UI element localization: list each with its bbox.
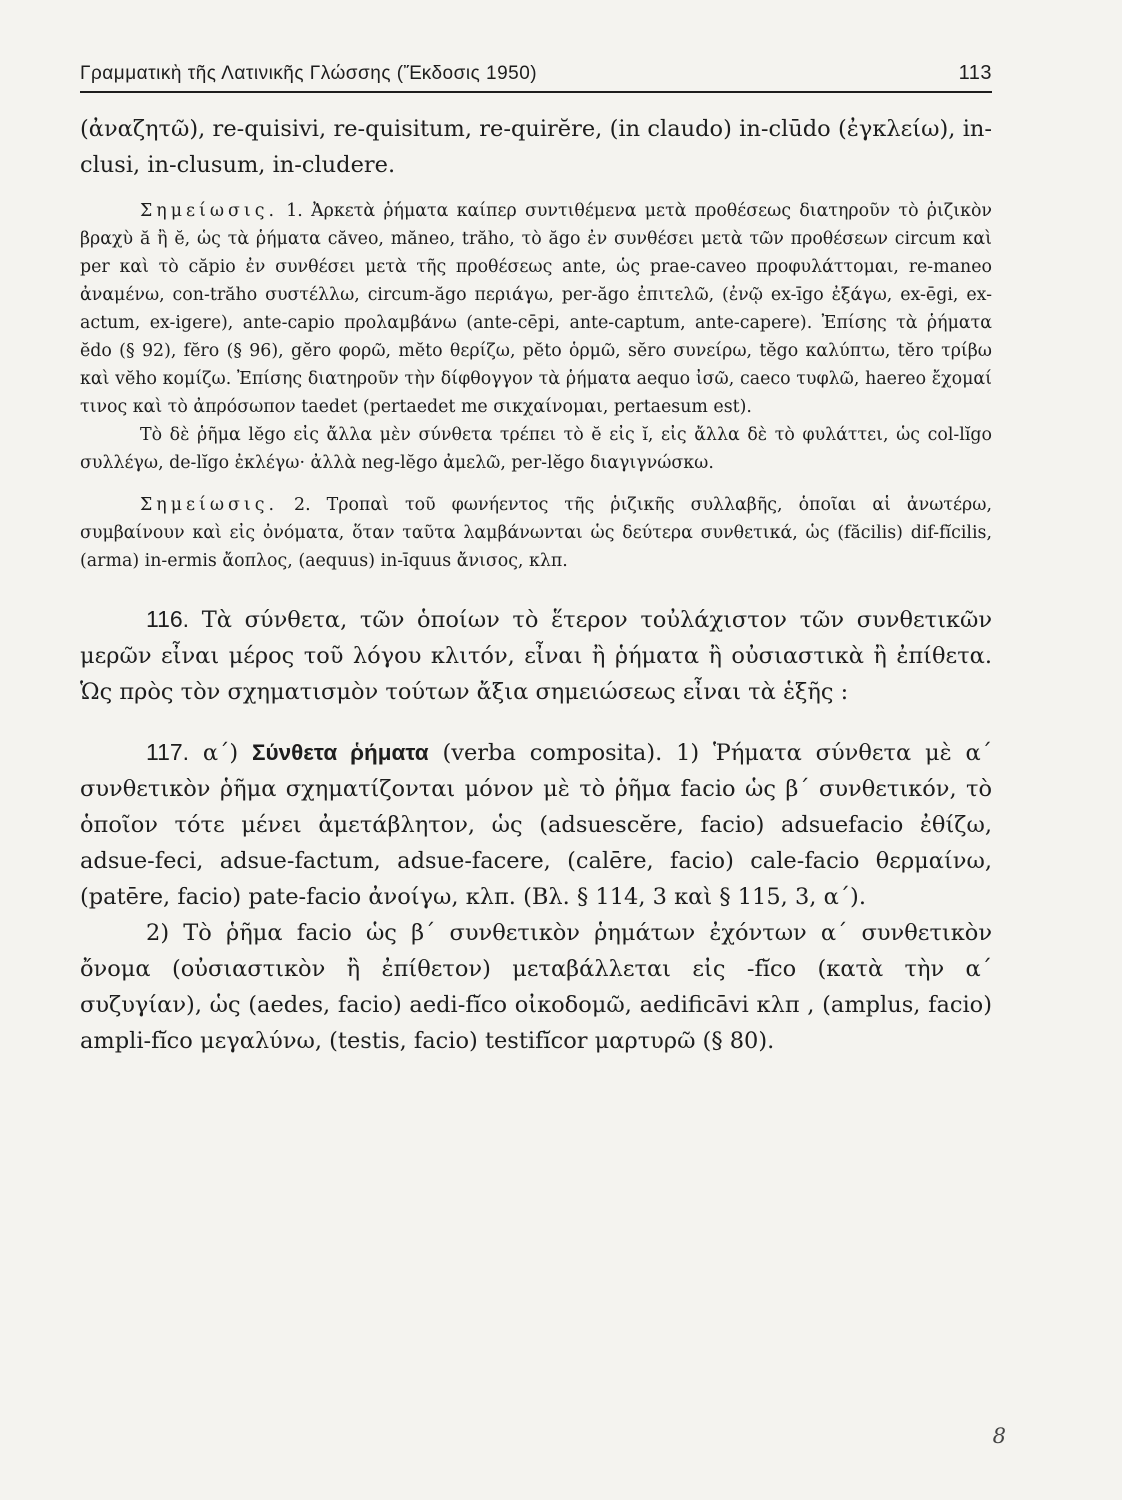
section-116-paragraph	[80, 601, 992, 710]
section-116-text: Τὰ σύνθετα, τῶν ὁποίων τὸ ἕτερον τοὐλάχιστον τῶν συνθετικῶν μερῶν εἶναι μέρος τοῦ λόγου κλιτόν, εἶναι ἢ ῥήματα ἢ οὐσιαστικὰ ἢ ἐπίθετα. Ὡς πρὸς τὸν σχηματισμὸν τούτων ἄξια σημειώσεως εἶναι τὰ ἑξῆς :	[80, 607, 993, 705]
section-117-title: Σύνθετα ῥήματα	[251, 740, 429, 765]
section-117-paragraph-2: 2) Τὸ ῥῆμα facio ὡς β΄ συνθετικὸν ῥημάτων ἐχόντων α΄ συνθετικὸν ὄνομα (οὐσιαστικὸν ἢ ἐπίθετον) μεταβάλλεται εἰς -fĭco (κατὰ τὴν α΄ συζυγίαν), ὡς (aedes, facio) aedi-fĭco οἰκοδομῶ, aedificāvi κλπ , (amplus, facio) ampli-fĭco μεγαλύνω, (testis, facio) testifĭcor μαρτυρῶ (§ 80).	[80, 920, 992, 1054]
section-116-number: 116.	[146, 606, 190, 632]
section-117-text: (verba composita). 1) Ῥήματα σύνθετα μὲ α΄ συνθετικὸν ῥῆμα σχηματίζονται μόνον μὲ τὸ ῥῆμα facio ὡς β΄ συνθετικόν, τὸ ὁποῖον τότε μένει ἀμετάβλητον, ὡς (adsuescĕre, facio) adsuefacio ἐθίζω, adsue-feci, adsue-factum, adsue-facere, (calēre, facio) cale-facio θερμαίνω, (patēre, facio) pate-facio ἀνοίγω, κλπ. (Βλ. § 114, 3 καὶ § 115, 3, α΄).	[80, 740, 992, 910]
intro-text: (ἀναζητῶ), re-quisivi, re-quisitum, re-quirĕre, (in claudo) in-clūdo (ἐγκλείω), in-clusi, in-clusum, in-cludere.	[80, 116, 992, 178]
note-1-paragraph-1	[80, 197, 992, 421]
section-116	[80, 601, 992, 710]
note-2-label: Σημείωσις.	[140, 495, 278, 515]
note-1-label: Σημείωσις.	[140, 201, 278, 221]
section-117-paragraph-1	[80, 734, 992, 915]
intro-paragraph	[80, 111, 992, 183]
note-2-paragraph	[80, 491, 992, 575]
note-1-paragraph-2: Τὸ δὲ ῥῆμα lĕgo εἰς ἄλλα μὲν σύνθετα τρέπει τὸ ĕ εἰς ĭ, εἰς ἄλλα δὲ τὸ φυλάττει, ὡς col-lĭgo συλλέγω, de-lĭgo ἐκλέγω· ἀλλὰ neg-lĕgo ἀμελῶ, per-lĕgo διαγιγνώσκω.	[80, 425, 992, 473]
running-header	[80, 62, 992, 93]
note-1-text: 1. Ἀρκετὰ ῥήματα καίπερ συντιθέμενα μετὰ προθέσεως διατηροῦν τὸ ῥιζικὸν βραχὺ ă ἢ ĕ, ὡς τὰ ῥήματα căveo, măneo, trăho, τὸ ăgo ἐν συνθέσει μετὰ τῶν προθέσεων circum καὶ per καὶ τὸ căpio ἐν συνθέσει μετὰ τῆς προθέσεως ante, ὡς prae-caveo προφυλάττομαι, re-maneo ἀναμένω, con-trăho συστέλλω, circum-ăgo περιάγω, per-ăgo ἐπιτελῶ, (ἐνῷ ex-īgo ἐξάγω, ex-ēgi, ex-actum, ex-igere), ante-capio προλαμβάνω (ante-cēpi, ante-captum, ante-capere). Ἐπίσης τὰ ῥήματα ĕdo (§ 92), fĕro (§ 96), gĕro φορῶ, mĕto θερίζω, pĕto ὁρμῶ, sĕro συνείρω, tĕgo καλύπτω, tĕro τρίβω καὶ vĕho κομίζω. Ἐπίσης διατηροῦν τὴν δίφθογγον τὰ ῥήματα aequo ἰσῶ, caeco τυφλῶ, haereo ἔχομαί τινος καὶ τὸ ἀπρόσωπον taedet (pertaedet me σικχαίνομαι, pertaesum est).	[80, 201, 992, 417]
signature-mark: 8	[992, 1424, 1006, 1448]
note-2	[80, 491, 992, 575]
note-2-text: 2. Τροπαὶ τοῦ φωνήεντος τῆς ῥιζικῆς συλλαβῆς, ὁποῖαι αἱ ἀνωτέρω, συμβαίνουν καὶ εἰς ὀνόματα, ὅταν ταῦτα λαμβάνωνται ὡς δεύτερα συνθετικά, ὡς (făcilis) dif-fĭcilis, (arma) in-ermis ἄοπλος, (aequus) in-īquus ἄνισος, κλπ.	[80, 495, 992, 571]
page	[80, 62, 992, 1059]
page-number: 113	[958, 62, 992, 84]
section-117-number: 117.	[146, 739, 190, 765]
section-117	[80, 734, 992, 1059]
section-117-alpha: α΄)	[202, 740, 239, 766]
note-1	[80, 197, 992, 477]
header-title: Γραμματικὴ τῆς Λατινικῆς Γλώσσης (Ἔκδοσις 1950)	[80, 63, 538, 84]
